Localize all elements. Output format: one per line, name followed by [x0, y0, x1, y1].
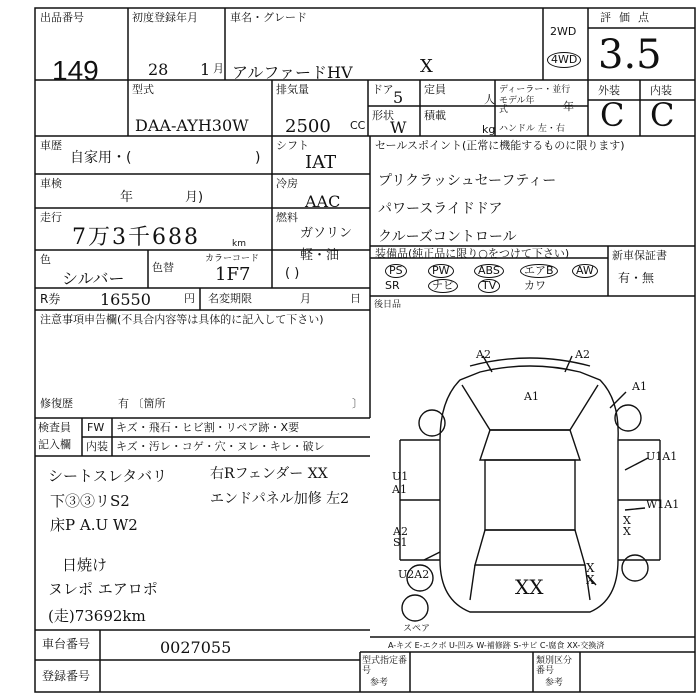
- equip-aw: AW: [572, 264, 598, 278]
- mark-w1a1: W1A1: [646, 498, 680, 511]
- mark-u1a1-right: U1A1: [646, 450, 678, 463]
- inspection-month: 月): [185, 190, 204, 205]
- reg-label: 初度登録年月: [132, 11, 198, 24]
- cc-unit: CC: [350, 119, 366, 132]
- ac-value: AAC: [305, 192, 341, 211]
- handle-label: ハンドル 左・右: [499, 124, 565, 134]
- interior-label: 内装: [650, 84, 672, 97]
- equip-navi: ナビ: [428, 279, 458, 293]
- recycle-label: R券: [40, 292, 61, 306]
- fw-label: FW: [87, 421, 105, 434]
- equipment-title: 装備品(純正品に限り○をつけて下さい): [375, 247, 570, 260]
- exterior-label: 外装: [598, 84, 620, 97]
- reg-month: 1: [200, 60, 211, 79]
- note-left-1: シートスレタバリ: [48, 467, 168, 485]
- warranty-value: 有・無: [618, 271, 655, 285]
- equip-airbag: エアB: [520, 264, 558, 278]
- equip-tv: TV: [478, 279, 500, 293]
- history-value: 自家用・(: [70, 150, 132, 166]
- chassis-number: 0027055: [160, 638, 232, 657]
- shift-value: IAT: [305, 152, 337, 173]
- lot-number: 149: [52, 55, 99, 86]
- selling-point-3: クルーズコントロール: [378, 229, 517, 245]
- note-left-2: 下③③リS2: [50, 492, 130, 510]
- chassis-label: 車台番号: [42, 637, 91, 651]
- category-number-label: 類別区分番号: [536, 656, 573, 676]
- reg-year: 28: [148, 60, 169, 79]
- selling-point-1: プリクラッシュセーフティー: [378, 173, 557, 189]
- mark-a1-hood-right: A1: [632, 380, 647, 393]
- mark-xx-rear: XX: [515, 575, 544, 599]
- repair-value: 有 〔箇所: [118, 397, 166, 410]
- color-code: 1F7: [215, 264, 251, 285]
- equip-leather: カワ: [524, 279, 546, 292]
- recycle-amount: 16550: [100, 290, 151, 309]
- selling-points-title: セールスポイント(正常に機能するものに限ります): [375, 139, 625, 152]
- mark-xx-rear-right: X X: [586, 561, 595, 587]
- reg-number-label: 登録番号: [42, 669, 91, 683]
- dealer-label: ディーラー・並行: [499, 85, 571, 95]
- year-unit: 年: [563, 100, 574, 113]
- notes-title: 注意事項申告欄(不具合内容等は具体的に記入して下さい): [40, 313, 324, 326]
- note-left-5: ヌレポ エアロポ: [48, 580, 158, 598]
- kg-unit: kg: [482, 123, 496, 136]
- displacement: 2500: [285, 116, 331, 137]
- car-grade: X: [420, 56, 433, 77]
- warranty-label: 新車保証書: [612, 249, 667, 262]
- note-left-6: (走)73692km: [48, 607, 146, 625]
- reg-month-unit: 月: [213, 62, 224, 75]
- model-designation-label: 型式指定番号: [362, 656, 408, 676]
- interior-grade: C: [650, 96, 675, 134]
- equip-abs: ABS: [474, 264, 504, 278]
- color-change-label: 色替: [152, 261, 174, 274]
- interior-check-items: キズ・汚レ・コゲ・穴・ヌレ・キレ・破レ: [116, 440, 325, 453]
- color-code-label: カラーコード: [205, 254, 260, 264]
- note-right-2: エンドパネル加修 左2: [210, 491, 350, 507]
- doors-label: ドア: [372, 83, 394, 96]
- ref-label-2: 参考: [545, 678, 564, 688]
- inspector-label-1: 検査員: [38, 421, 71, 434]
- mark-a2-s1: A2 S1: [393, 525, 408, 549]
- interior-check-label: 内装: [86, 440, 108, 453]
- km-unit: km: [232, 239, 246, 249]
- person-unit: 人: [484, 93, 495, 106]
- history-label: 車歴: [40, 139, 62, 152]
- day-unit: 日: [350, 292, 361, 305]
- ref-label-1: 参考: [370, 678, 389, 688]
- equip-ps: PS: [385, 264, 407, 278]
- fw-items: キズ・飛石・ヒビ割・リペア跡・X要: [116, 421, 300, 434]
- inspection-year: 年: [120, 190, 134, 205]
- shift-label: シフト: [276, 139, 309, 152]
- equip-sr: SR: [385, 279, 400, 292]
- name-change-label: 名変期限: [208, 292, 252, 305]
- month-unit: 月: [300, 292, 311, 305]
- shape: W: [390, 118, 407, 137]
- name-label: 車名・グレード: [230, 11, 307, 24]
- load-label: 積載: [424, 109, 446, 122]
- fuel-paren: ( ): [285, 266, 300, 281]
- shape-label: 形状: [372, 109, 394, 122]
- mileage-label: 走行: [40, 211, 62, 224]
- color-value: シルバー: [62, 269, 125, 288]
- yen-unit: 円: [184, 292, 195, 305]
- exterior-grade: C: [600, 96, 625, 134]
- fuel-gas: ガソリン: [300, 226, 353, 241]
- doors: 5: [393, 88, 404, 107]
- fuel-diesel: 軽・油: [300, 248, 340, 263]
- car-name: アルファードHV: [232, 63, 353, 82]
- mark-a2-left: A2: [476, 348, 491, 361]
- repair-close: 〕: [352, 397, 363, 410]
- score: 3.5: [598, 32, 662, 78]
- capacity-label: 定員: [424, 83, 446, 96]
- color-label: 色: [40, 253, 51, 266]
- mileage-value: 7万3千688: [72, 225, 200, 250]
- mark-u2a2: U2A2: [398, 568, 430, 581]
- model-year-label: モデル年式: [499, 96, 535, 115]
- mark-a2-right: A2: [575, 348, 590, 361]
- history-close: ): [255, 150, 261, 166]
- inspector-label-2: 記入欄: [38, 438, 71, 451]
- note-left-4: 日焼け: [62, 556, 108, 574]
- drive-2wd: 2WD: [550, 25, 577, 38]
- repair-label: 修復歴: [40, 397, 73, 410]
- model-label: 型式: [132, 83, 154, 96]
- note-right-1: 右Rフェンダー XX: [210, 466, 328, 482]
- selling-point-2: パワースライドドア: [378, 201, 503, 217]
- model-code: DAA-AYH30W: [135, 116, 249, 135]
- equip-pw: PW: [428, 264, 454, 278]
- displacement-label: 排気量: [276, 83, 309, 96]
- inspection-label: 車検: [40, 177, 62, 190]
- score-label: 評価点: [600, 11, 657, 24]
- ac-label: 冷房: [276, 177, 298, 190]
- note-left-3: 床P A.U W2: [50, 516, 138, 534]
- damage-legend: A-キズ E-エクボ U-凹み W-補修跡 S-サビ C-腐食 XX-交換済: [388, 641, 605, 650]
- mark-xx-right: X X: [623, 514, 631, 538]
- rear-items-label: 後日品: [374, 300, 402, 310]
- drive-4wd: 4WD: [547, 52, 581, 68]
- spare-label: スペア: [403, 624, 431, 634]
- mark-a1-top: A1: [524, 390, 539, 403]
- lot-label: 出品番号: [40, 11, 84, 24]
- fuel-label: 燃料: [276, 211, 298, 224]
- mark-u1-a1: U1 A1: [392, 470, 409, 496]
